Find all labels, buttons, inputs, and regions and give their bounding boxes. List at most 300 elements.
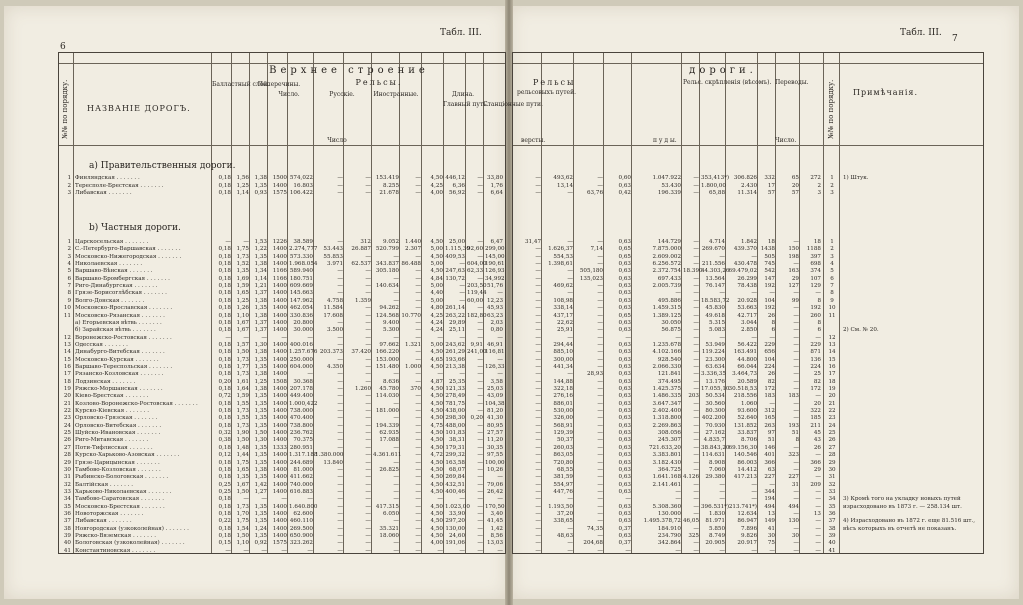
cell-value: 33.837	[737, 430, 757, 437]
cell-value: 0,63	[618, 510, 631, 517]
cell-value: —	[497, 290, 503, 297]
road-name: Константиновская . . . . . . .	[75, 547, 156, 554]
cell-value: 3.182.430	[652, 459, 681, 466]
cell-value: —	[365, 312, 371, 319]
cell-value: —	[597, 182, 603, 189]
cell-value: 1.425.375	[652, 386, 681, 392]
cell-value: 1.640.800	[289, 503, 318, 510]
cell-value: 121,33	[445, 386, 465, 392]
road-name: С.-Петербурго-Варшавская . . . . . . .	[75, 246, 181, 253]
cell-value: 1,10	[236, 540, 249, 547]
cell-value: —	[459, 496, 465, 503]
road-name: Орловско-Грязская . . . . . . .	[75, 415, 158, 422]
cell-value: 650.900	[289, 533, 313, 539]
cell-value: —	[597, 430, 603, 437]
cell-value: —	[365, 459, 371, 466]
cell-value: 65	[791, 175, 799, 181]
cell-value: —	[693, 400, 699, 407]
road-name: Московско-Ярославская . . . . . . .	[75, 305, 173, 312]
row-number: 12	[63, 334, 71, 341]
cell-value: 409,53	[445, 253, 465, 260]
cell-value: 0,18	[218, 175, 231, 181]
row-number: 16	[63, 363, 71, 370]
cell-value: 25,35	[448, 378, 465, 385]
cell-value: —	[719, 496, 725, 503]
cell-value: 51,76	[486, 283, 503, 290]
cell-value: 20.905	[705, 540, 725, 547]
cell-value: 1,44	[236, 452, 249, 459]
cell-value: 1,24	[254, 525, 267, 532]
cell-value: 1,35	[254, 415, 267, 422]
cell-value: 1,14	[236, 190, 249, 197]
length-header: Длина.	[451, 91, 475, 98]
road-name: Риго-Митавская . . . . . . .	[75, 437, 149, 444]
cell-value: 1.486.335	[652, 393, 681, 400]
cell-value: 299,00	[485, 246, 505, 253]
cell-value: —	[437, 334, 443, 341]
cell-value: —	[477, 430, 483, 437]
cell-value: —	[693, 481, 699, 488]
cell-value: 8.706	[740, 437, 757, 444]
cell-value: 1,35	[254, 452, 267, 459]
cell-value: —	[597, 378, 603, 385]
cell-value: 1.257.676	[289, 349, 318, 356]
road-name: Курско-Кіевская . . . . . . .	[75, 408, 150, 415]
cell-value: —	[497, 371, 503, 378]
cell-value: 1.260	[354, 386, 371, 392]
cell-value: 1,37	[254, 327, 267, 334]
cell-value: 374.495	[657, 378, 681, 385]
row-number: 4	[67, 261, 71, 268]
cell-value: 25,11	[448, 327, 465, 334]
cell-value: 3.464,73	[732, 371, 757, 378]
cell-value: 1,38	[254, 371, 267, 378]
cell-value: —	[535, 393, 541, 400]
cell-value: 322	[810, 408, 821, 415]
cell-value: —	[567, 190, 573, 197]
cell-value: —	[793, 466, 799, 473]
cell-value: 1,65	[236, 466, 249, 473]
cell-value: —	[815, 540, 821, 547]
cell-value: —	[535, 466, 541, 473]
row-number-right: 34	[828, 496, 836, 503]
cell-value: 1,35	[254, 444, 267, 451]
row-number-right: 4	[830, 261, 834, 268]
cell-value: 1,59	[236, 393, 249, 400]
cell-value: —	[477, 437, 483, 444]
row-number-right: 32	[828, 481, 836, 488]
cell-value: 542	[764, 268, 775, 275]
cell-value: 276,16	[553, 393, 573, 400]
cell-value: 193,66	[445, 356, 465, 363]
cell-value: 1500	[272, 175, 287, 181]
versts-label: версты.	[521, 137, 546, 144]
right-table	[512, 52, 984, 554]
row-number: 32	[63, 481, 71, 488]
row-number: 31	[63, 474, 71, 481]
cell-value: 101,83	[445, 430, 465, 437]
cell-value: 203,50	[467, 283, 487, 290]
cell-value: —	[307, 371, 313, 378]
cell-value: 34,992	[485, 275, 505, 282]
cell-value: 1.000,422	[289, 400, 318, 407]
cell-value: —	[477, 182, 483, 189]
cell-value: —	[477, 334, 483, 341]
cell-value: 554,97	[553, 481, 573, 488]
cell-value: 57	[791, 190, 799, 197]
cell-value: 63,76	[586, 190, 603, 197]
cell-value: 183	[764, 393, 775, 400]
cell-value: 20	[813, 400, 821, 407]
cell-value: 1,61	[236, 378, 249, 385]
cell-value: 400,46	[445, 488, 465, 495]
cell-value: 568,91	[553, 422, 573, 429]
cell-value: —	[535, 452, 541, 459]
cell-value: 0,37	[618, 540, 631, 547]
cell-value: —	[477, 275, 483, 282]
cell-value: —	[477, 533, 483, 539]
cell-value: —	[815, 503, 821, 510]
cell-value: 0,18	[218, 253, 231, 260]
cell-value: —	[567, 290, 573, 297]
cell-value: —	[459, 297, 465, 304]
cell-value: —	[793, 312, 799, 319]
cell-value: —	[793, 444, 799, 451]
cell-value: 0,18	[218, 312, 231, 319]
row-number: 1	[67, 239, 71, 245]
cell-value: 62.537	[351, 261, 371, 268]
cell-value: 17.055,10	[701, 386, 730, 392]
cell-value: 505	[764, 253, 775, 260]
cell-value: 574,022	[289, 175, 313, 181]
cell-value: 6,64	[490, 190, 503, 197]
cell-value: 8.749	[708, 533, 725, 539]
cell-value: 1400	[272, 459, 287, 466]
cell-value: —	[535, 371, 541, 378]
cell-value: 1,27	[254, 488, 267, 495]
cell-value: 29,89	[448, 319, 465, 326]
cell-value: —	[719, 290, 725, 297]
cell-value: —	[337, 334, 343, 341]
cell-value: 1,67	[236, 319, 249, 326]
row-number-right: 11	[828, 312, 836, 319]
row-number: 11	[63, 312, 71, 319]
cell-value: 0,42	[618, 190, 631, 197]
cell-value: 446,12	[445, 175, 465, 181]
cell-value: —	[675, 334, 681, 341]
cell-value: —	[815, 474, 821, 481]
cell-value: 740.000	[289, 481, 313, 488]
cell-value: 0,18	[218, 349, 231, 356]
cell-value: 0,63	[618, 452, 631, 459]
row-number-right: 36	[828, 510, 836, 517]
cell-value: —	[693, 305, 699, 312]
cell-value: 181.000	[375, 408, 399, 415]
right-page-number: 7	[952, 34, 958, 44]
number-label-right: Число.	[775, 137, 797, 144]
cell-value: 1400	[272, 481, 287, 488]
cell-value: 1,50	[236, 437, 249, 444]
cell-value: 589.940	[289, 268, 313, 275]
cell-value: —	[815, 547, 821, 554]
cell-value: —	[365, 488, 371, 495]
row-number-right: 2	[830, 182, 834, 189]
cell-value: 20.928	[737, 297, 757, 304]
cell-value: 163,58	[445, 459, 465, 466]
cell-value: 0,63	[618, 481, 631, 488]
cell-value: 1,75	[236, 518, 249, 525]
cell-value: 0,18	[218, 400, 231, 407]
cell-value: —	[535, 510, 541, 517]
cell-value: 140.634	[375, 283, 399, 290]
count-header-left: Число.	[278, 91, 300, 98]
cell-value: 338,65	[553, 518, 573, 525]
cell-value: 0,93	[254, 190, 267, 197]
row-number-right: 3	[830, 253, 834, 260]
cell-value: —	[365, 466, 371, 473]
cell-value: —	[459, 334, 465, 341]
cell-value: —	[393, 518, 399, 525]
cell-value: —	[365, 496, 371, 503]
cell-value: —	[261, 334, 267, 341]
cell-value: —	[459, 261, 465, 268]
cell-value: 1400	[272, 356, 287, 363]
cell-value: 250.000	[289, 356, 313, 363]
cell-value: 4.102.166	[652, 349, 681, 356]
cell-value: 92,60	[467, 246, 484, 253]
row-number: 17	[63, 371, 71, 378]
row-number-right: 2	[830, 246, 834, 253]
cell-value: 147.962	[289, 297, 313, 304]
cell-value: 272	[810, 175, 821, 181]
cell-value: 45,93	[486, 305, 503, 312]
cell-value: —	[415, 415, 421, 422]
cell-value: —	[751, 481, 757, 488]
row-number-right: 7	[830, 283, 834, 290]
cell-value: 79,06	[486, 481, 503, 488]
cell-value: —	[567, 525, 573, 532]
cell-value: 0,15	[218, 540, 231, 547]
cell-value: 0,63	[618, 444, 631, 451]
cell-value: —	[415, 540, 421, 547]
cell-value: —	[393, 415, 399, 422]
cell-value: —	[415, 349, 421, 356]
cell-value: 4.835,7	[703, 437, 725, 444]
cell-value: —	[393, 275, 399, 282]
cell-value: —	[597, 488, 603, 495]
cell-value: —	[597, 261, 603, 268]
cell-value: —	[535, 283, 541, 290]
cell-value: 45	[813, 430, 821, 437]
cell-value: 1226	[272, 239, 287, 245]
cell-value: 1,73	[236, 253, 249, 260]
row-number-right: 15	[828, 356, 836, 363]
cell-value: 97.662	[379, 341, 399, 348]
row-number: 27	[63, 444, 71, 451]
cell-value: —	[597, 327, 603, 334]
row-number-right: 21	[828, 400, 836, 407]
cell-value: —	[459, 371, 465, 378]
cell-value: 326,00	[553, 415, 573, 422]
cell-value: 1400	[272, 371, 287, 378]
cell-value: 1400	[272, 466, 287, 473]
cell-value: 1400	[272, 437, 287, 444]
cell-value: 185	[810, 415, 821, 422]
cell-value: 17.608	[323, 312, 343, 319]
cell-value: 5.300	[382, 327, 399, 334]
cell-value: —	[693, 540, 699, 547]
cell-value: 229	[810, 341, 821, 348]
cell-value: 114.631	[701, 452, 725, 459]
road-name: Ряжско-Моршанская . . . . . . .	[75, 386, 163, 392]
cell-value: —	[597, 547, 603, 554]
cell-value: 306.826	[733, 175, 757, 181]
cell-value: 470.400	[289, 415, 313, 422]
row-number: 13	[63, 341, 71, 348]
cell-value: 29	[791, 275, 799, 282]
cell-value: 269.670	[701, 246, 725, 253]
cell-value: 26	[813, 444, 821, 451]
cell-value: 263,22	[445, 312, 465, 319]
cell-value: 1.389.125	[652, 312, 681, 319]
cell-value: —	[415, 334, 421, 341]
cell-value: 494	[788, 503, 799, 510]
cell-value: 180.751	[289, 275, 313, 282]
row-number: 8	[67, 290, 71, 297]
cell-value: 190,61	[485, 261, 505, 268]
cell-value: 184.910	[657, 525, 681, 532]
row-number: 41	[63, 547, 71, 554]
row-number: 39	[63, 533, 71, 539]
cell-value: 573.330	[289, 253, 313, 260]
row-number: 14	[63, 349, 71, 356]
road-name: Тамбово-Козловская . . . . . . .	[75, 466, 161, 473]
cell-value: —	[365, 474, 371, 481]
cell-value: —	[365, 371, 371, 378]
cell-value: —	[693, 175, 699, 181]
road-name: Тересполе-Брестская . . . . . . .	[75, 182, 164, 189]
cell-value: —	[365, 283, 371, 290]
cell-value: 7.875.000	[652, 246, 681, 253]
cell-value: 146	[764, 444, 775, 451]
cell-value: 5,00	[430, 283, 443, 290]
row-number: 35	[63, 503, 71, 510]
row-number-right: 9	[830, 297, 834, 304]
cell-value: 745	[764, 261, 775, 268]
cell-value: —	[535, 246, 541, 253]
row-number-right: 29	[828, 459, 836, 466]
row-number: 36	[63, 510, 71, 517]
cell-value: 4,50	[430, 175, 443, 181]
cell-value: 1,35	[254, 253, 267, 260]
cell-value: —	[243, 239, 249, 245]
main-track-header: Главный путь.	[443, 101, 489, 108]
row-number: 5	[67, 268, 71, 275]
cell-value: —	[597, 444, 603, 451]
cell-value: 55.853	[323, 253, 343, 260]
cell-value: —	[693, 290, 699, 297]
cell-value: 1400	[272, 253, 287, 260]
cell-value: 260	[810, 312, 821, 319]
cell-value: 554,53	[553, 253, 573, 260]
cell-value: —	[793, 305, 799, 312]
cell-value: 41	[767, 525, 775, 532]
cell-value: 236.762	[289, 430, 313, 437]
cell-value: 78.438	[737, 283, 757, 290]
cell-value: —	[393, 496, 399, 503]
cell-value: 260,03	[553, 444, 573, 451]
cell-value: 441,34	[553, 363, 573, 370]
cell-value: 1400	[272, 393, 287, 400]
cell-value: —	[365, 510, 371, 517]
cell-value: 0,65	[618, 246, 631, 253]
cell-value: 1,25	[254, 378, 267, 385]
cell-value: —	[597, 503, 603, 510]
cell-value: 1,75	[236, 459, 249, 466]
cell-value: 1400	[272, 430, 287, 437]
cell-value: —	[815, 518, 821, 525]
cell-value: —	[597, 290, 603, 297]
cell-value: —	[693, 312, 699, 319]
row-number-right: 3	[830, 190, 834, 197]
cell-value: 261,14	[445, 305, 465, 312]
road-name: Шуйско-Ивановская . . . . . . .	[75, 430, 161, 437]
cell-value: —	[477, 466, 483, 473]
cell-value: 4,50	[430, 415, 443, 422]
row-number-right: 39	[828, 533, 836, 539]
row-number: 15	[63, 356, 71, 363]
cell-value: —	[793, 459, 799, 466]
row-number-right: 12	[828, 334, 836, 341]
cell-value: 69.156,30	[728, 444, 757, 451]
road-name: Поти-Тифлисская . . . . . . .	[75, 444, 153, 451]
cell-value: —	[415, 459, 421, 466]
cell-value: 4,65	[430, 356, 443, 363]
cell-value: —	[693, 363, 699, 370]
cell-value: 402.200	[701, 415, 725, 422]
cell-value: 1,55	[236, 415, 249, 422]
cell-value: —	[693, 415, 699, 422]
row-number-right: 14	[828, 349, 836, 356]
cell-value: —	[477, 474, 483, 481]
footnote: 2) См. № 20.	[843, 327, 879, 334]
cell-value: 150	[788, 246, 799, 253]
cell-value: 1,38	[254, 466, 267, 473]
cell-value: 462.054	[289, 305, 313, 312]
cell-value: 1400	[272, 400, 287, 407]
cell-value: —	[597, 437, 603, 444]
cell-value: 0,18	[218, 363, 231, 370]
cell-value: 0,63	[618, 268, 631, 275]
cell-value: 3.044	[740, 319, 757, 326]
cell-value: —	[261, 547, 267, 554]
cell-value: —	[393, 488, 399, 495]
cell-value: 4,50	[430, 533, 443, 539]
cell-value: 45.830	[705, 305, 725, 312]
cell-value: —	[597, 422, 603, 429]
cell-value: 1,59	[236, 283, 249, 290]
cell-value: 6.256.572	[652, 261, 681, 268]
cell-value: 1,38	[254, 175, 267, 181]
cell-value: 4.126	[683, 474, 700, 481]
cell-value: —	[415, 371, 421, 378]
cell-value: 1,26	[236, 305, 249, 312]
cell-value: —	[535, 253, 541, 260]
cell-value: —	[477, 408, 483, 415]
cell-value: —	[415, 408, 421, 415]
cell-value: 0,32	[218, 430, 231, 437]
cell-value: —	[793, 327, 799, 334]
